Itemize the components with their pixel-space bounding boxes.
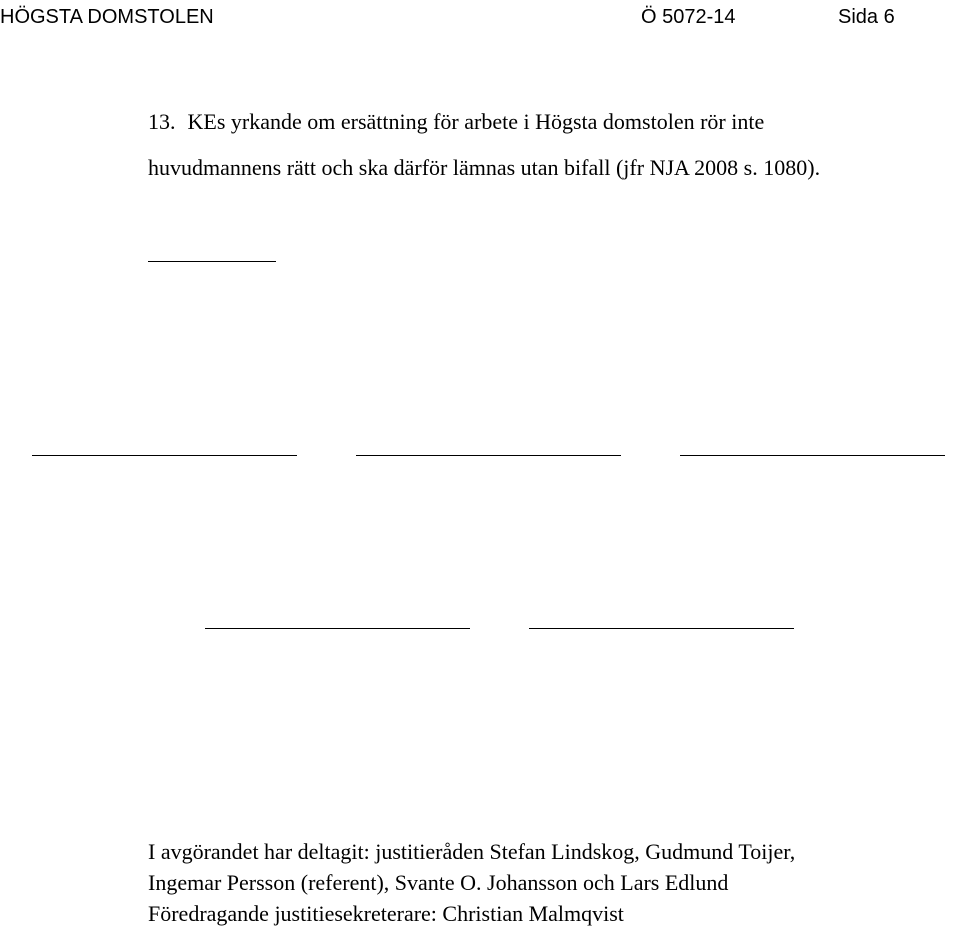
rapporteur-line: Föredragande justitiesekreterare: Christian Malmqvist [148,901,624,926]
signature-line [529,628,794,629]
signature-line [680,455,945,456]
paragraph-number: 13. [148,109,176,134]
participants-line-2: Ingemar Persson (referent), Svante O. Johansson och Lars Edlund [148,870,729,895]
signature-line [356,455,621,456]
paragraph-line-1 [148,99,908,145]
case-number: Ö 5072-14 [641,6,736,28]
participants-line-1: I avgörandet har deltagit: justitieråden Stefan Lindskog, Gudmund Toijer, [148,839,796,864]
signature-line [205,628,470,629]
paragraph-text-1: KEs yrkande om ersättning för arbete i Högsta domstolen rör inte [187,109,765,134]
paragraph-13 [148,99,908,191]
page-header [0,3,960,31]
signature-line [32,455,297,456]
court-name: HÖGSTA DOMSTOLEN [0,6,214,28]
separator-rule [148,261,276,262]
paragraph-line-2: huvudmannens rätt och ska därför lämnas utan bifall (jfr NJA 2008 s. 1080). [148,155,821,180]
participants-block [148,836,948,929]
page-number: Sida 6 [838,6,895,28]
